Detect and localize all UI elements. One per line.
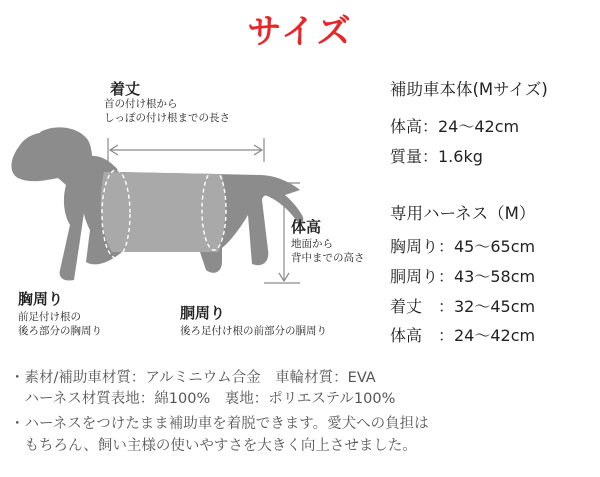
length-spec: 着丈 ：32～45cm xyxy=(390,297,536,316)
harness-spec-title: 専用ハーネス（M） xyxy=(390,204,536,223)
length-label: 着丈 xyxy=(110,80,141,98)
body-spec-title: 補助車本体(Mサイズ) xyxy=(390,80,548,99)
body-weight-spec: 質量：1.6kg xyxy=(390,147,483,166)
length-desc-2: しっぽの付け根までの長さ xyxy=(104,112,230,124)
note-material: ・素材/補助車材質：アルミニウム合金 車輪材質：EVA xyxy=(10,370,376,386)
note-feature-2: もちろん、飼い主様の使いやすさを大きく向上させました。 xyxy=(10,438,417,454)
note-harness-material: ハーネス材質表地：綿100% 裏地：ポリエステル100% xyxy=(10,391,396,407)
height-label: 体高 xyxy=(291,218,322,236)
chest-desc-2: 後ろ部分の胸周り xyxy=(18,325,102,337)
chest-desc-1: 前足付け根の xyxy=(18,311,81,323)
page-title: サイズ xyxy=(247,12,353,52)
note-feature-1: ・ハーネスをつけたまま補助車を着脱できます。愛犬への負担は xyxy=(10,416,429,432)
height-desc-1: 地面から xyxy=(291,238,333,250)
height-spec: 体高 ：24～42cm xyxy=(390,326,536,345)
waist-desc-1: 後ろ足付け根の前部分の胴周り xyxy=(180,325,327,337)
length-desc-1: 首の付け根から xyxy=(104,98,178,110)
waist-spec: 胴周り：43～58cm xyxy=(390,267,536,286)
body-height-spec: 体高：24～42cm xyxy=(390,117,520,136)
height-desc-2: 背中までの高さ xyxy=(291,252,365,264)
chest-label: 胸周り xyxy=(18,290,64,308)
length-arrow xyxy=(108,138,264,162)
chest-spec: 胸周り：45～65cm xyxy=(390,237,536,256)
waist-label: 胴周り xyxy=(180,304,226,322)
